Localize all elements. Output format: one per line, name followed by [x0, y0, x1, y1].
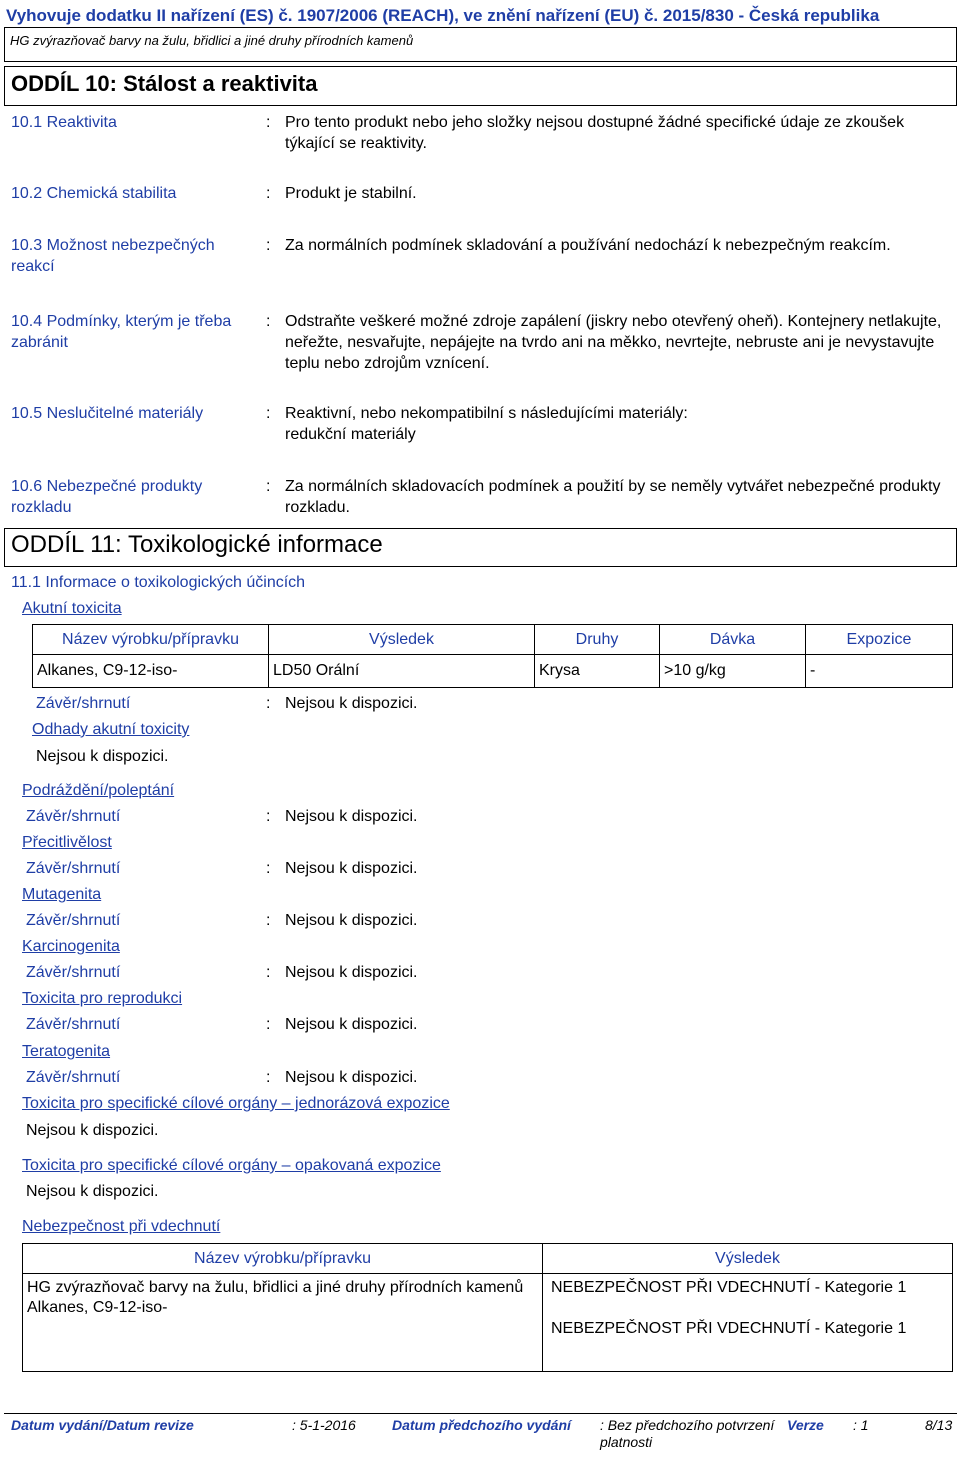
table-cell: LD50 Orální — [269, 655, 535, 688]
version-value: : 1 — [853, 1417, 869, 1433]
acute-toxicity-heading: Akutní toxicita — [22, 600, 122, 617]
table-cell — [23, 1274, 543, 1372]
issue-date-value: : 5-1-2016 — [292, 1417, 356, 1433]
incompatible-materials-label: 10.5 Neslučitelné materiály — [11, 405, 204, 422]
carcinogenicity-heading: Karcinogenita — [22, 938, 120, 955]
table-header-row — [23, 1244, 953, 1274]
incompatible-materials-list: redukční materiály — [285, 426, 416, 443]
spacer — [551, 1298, 948, 1319]
document-regulation-title: Vyhovuje dodatku II nařízení (ES) č. 1907/2006 (REACH), ve znění nařízení (EU) č. 2015/830 - Česká republika — [6, 6, 880, 25]
conclusion-label: Závěr/shrnutí — [26, 1016, 121, 1033]
separator-colon: : — [266, 808, 271, 825]
aspiration-hazard-table — [22, 1243, 953, 1372]
conclusion-value: Nejsou k dispozici. — [285, 695, 418, 712]
separator-colon: : — [266, 860, 271, 877]
table-cell: Krysa — [535, 655, 660, 688]
mutagenicity-heading: Mutagenita — [22, 886, 102, 903]
product-name-cell: HG zvýrazňovač barvy na žulu, břidlici a jiné druhy přírodních kamenů — [27, 1279, 524, 1296]
product-name-cell: Alkanes, C9-12-iso- — [27, 1299, 168, 1316]
separator-colon: : — [266, 313, 271, 330]
separator-colon: : — [266, 237, 271, 254]
decomposition-products-value: Za normálních skladovacích podmínek a použití by se neměly vytvářet nebezpečné produkty rozkladu. — [285, 478, 941, 516]
hazardous-reactions-label: 10.3 Možnost nebezpečných reakcí — [11, 237, 215, 275]
previous-issue-value: : Bez předchozího potvrzení platnosti — [600, 1417, 775, 1450]
previous-issue-label: Datum předchozího vydání — [392, 1417, 571, 1433]
table-cell: - — [806, 655, 953, 688]
section-11-title: ODDÍL 11: Toxikologické informace — [11, 531, 383, 558]
chemical-stability-value: Produkt je stabilní. — [285, 185, 417, 202]
separator-colon: : — [266, 695, 271, 712]
column-header: Výsledek — [543, 1244, 953, 1274]
reactivity-label: 10.1 Reaktivita — [11, 114, 117, 131]
acute-toxicity-table — [32, 624, 953, 688]
separator-colon: : — [266, 912, 271, 929]
conclusion-label: Závěr/shrnutí — [26, 912, 121, 929]
issue-date-label: Datum vydání/Datum revize — [11, 1417, 194, 1433]
table-cell — [543, 1274, 953, 1372]
teratogenicity-heading: Teratogenita — [22, 1043, 111, 1060]
stot-single-value: Nejsou k dispozici. — [26, 1122, 159, 1139]
table-row — [33, 655, 953, 688]
toxicological-effects-subtitle: 11.1 Informace o toxikologických účincích — [11, 574, 306, 591]
conclusion-label: Závěr/shrnutí — [26, 808, 121, 825]
product-name: HG zvýrazňovač barvy na žulu, břidlici a jiné druhy přírodních kamenů — [10, 33, 414, 48]
column-header: Název výrobku/přípravku — [33, 625, 269, 655]
decomposition-products-label: 10.6 Nebezpečné produkty rozkladu — [11, 478, 203, 516]
incompatible-materials-value: Reaktivní, nebo nekompatibilní s následujícími materiály: — [285, 405, 688, 422]
page-number: 8/13 — [925, 1417, 953, 1433]
result-cell: NEBEZPEČNOST PŘI VDECHNUTÍ - Kategorie 1 — [551, 1320, 907, 1337]
table-cell: Alkanes, C9-12-iso- — [33, 655, 269, 688]
column-header: Název výrobku/přípravku — [23, 1244, 543, 1274]
reactivity-value: Pro tento produkt nebo jeho složky nejsou dostupné žádné specifické údaje ze zkoušek týkající se reaktivity. — [285, 114, 905, 152]
column-header: Výsledek — [269, 625, 535, 655]
separator-colon: : — [266, 1069, 271, 1086]
reproductive-toxicity-heading: Toxicita pro reprodukci — [22, 990, 183, 1007]
conclusion-value: Nejsou k dispozici. — [285, 860, 418, 877]
stot-single-heading: Toxicita pro specifické cílové orgány – jednorázová expozice — [22, 1095, 450, 1112]
conclusion-label: Závěr/shrnutí — [36, 695, 131, 712]
conclusion-value: Nejsou k dispozici. — [285, 964, 418, 981]
conclusion-label: Závěr/shrnutí — [26, 964, 121, 981]
separator-colon: : — [266, 964, 271, 981]
irritation-heading: Podráždění/poleptání — [22, 782, 175, 799]
column-header: Dávka — [660, 625, 806, 655]
column-header: Druhy — [535, 625, 660, 655]
conclusion-value: Nejsou k dispozici. — [285, 808, 418, 825]
separator-colon: : — [266, 1016, 271, 1033]
column-header: Expozice — [806, 625, 953, 655]
stot-repeated-value: Nejsou k dispozici. — [26, 1183, 159, 1200]
table-row — [23, 1274, 953, 1372]
table-cell: >10 g/kg — [660, 655, 806, 688]
separator-colon: : — [266, 114, 271, 131]
aspiration-hazard-heading: Nebezpečnost při vdechnutí — [22, 1218, 221, 1235]
conclusion-label: Závěr/shrnutí — [26, 860, 121, 877]
separator-colon: : — [266, 185, 271, 202]
conclusion-value: Nejsou k dispozici. — [285, 1016, 418, 1033]
separator-colon: : — [266, 405, 271, 422]
acute-toxicity-estimates-value: Nejsou k dispozici. — [36, 748, 169, 765]
version-label: Verze — [787, 1417, 824, 1433]
table-header-row — [33, 625, 953, 655]
section-10-title: ODDÍL 10: Stálost a reaktivita — [11, 71, 318, 96]
hazardous-reactions-value: Za normálních podmínek skladování a používání nedochází k nebezpečným reakcím. — [285, 237, 891, 254]
separator-colon: : — [266, 478, 271, 495]
conclusion-label: Závěr/shrnutí — [26, 1069, 121, 1086]
chemical-stability-label: 10.2 Chemická stabilita — [11, 185, 177, 202]
conditions-to-avoid-value: Odstraňte veškeré možné zdroje zapálení (jiskry nebo otevřený oheň). Kontejnery netlakujte, neřežte, nesvařujte, nepájejte na tvrdo ani na měkko, nevrtejte, nebruste ani je nevystavujte teplu nebo zdrojům vznícení. — [285, 313, 942, 372]
conclusion-value: Nejsou k dispozici. — [285, 1069, 418, 1086]
conclusion-value: Nejsou k dispozici. — [285, 912, 418, 929]
sensitization-heading: Přecitlivělost — [22, 834, 112, 851]
acute-toxicity-estimates-heading: Odhady akutní toxicity — [32, 721, 190, 738]
result-cell: NEBEZPEČNOST PŘI VDECHNUTÍ - Kategorie 1 — [551, 1279, 907, 1296]
stot-repeated-heading: Toxicita pro specifické cílové orgány – opakovaná expozice — [22, 1157, 441, 1174]
conditions-to-avoid-label: 10.4 Podmínky, kterým je třeba zabránit — [11, 313, 232, 351]
